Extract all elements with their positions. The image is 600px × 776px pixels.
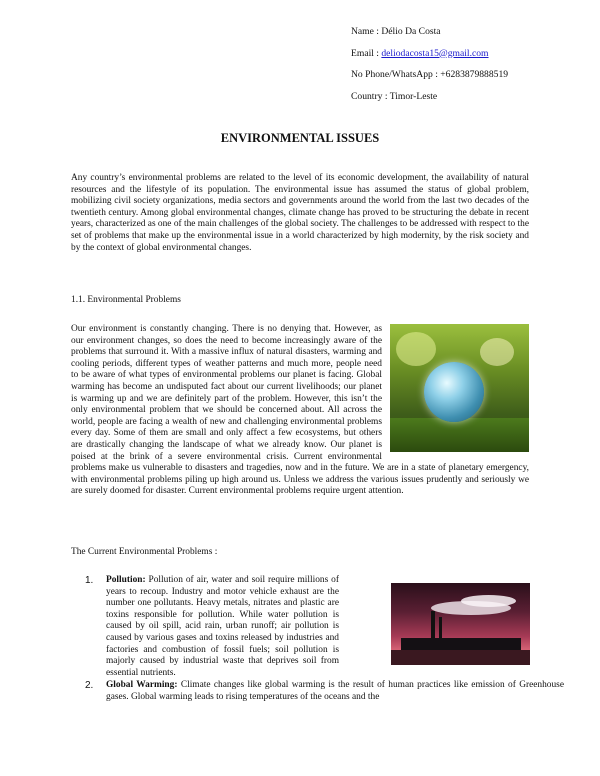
list-text: Pollution of air, water and soil require millions of years to recoup. Industry and motor vehicle exhaust are the number one pollutants. Heavy metals, nitrates and plastic are toxins responsible for pollution. While water pollution is caused by oil spill, acid rain, urban runoff; air pollution is caused by various gases and toxins released by industries and factories and combustion of fossil fuels; soil pollution is majorly caused by industrial waste that deprives soil from essential nutrients. xyxy=(106,575,339,678)
contact-block xyxy=(351,21,508,107)
glass-globe-moss-image xyxy=(390,324,529,452)
email-link[interactable]: deliodacosta15@gmail.com xyxy=(381,47,489,59)
current-problems-heading: The Current Environmental Problems : xyxy=(71,547,218,557)
contact-country: Country : Timor-Leste xyxy=(351,90,438,102)
contact-email-line xyxy=(351,43,508,65)
page-title: ENVIRONMENTAL ISSUES xyxy=(220,131,380,145)
factory-smoke-image xyxy=(391,583,530,665)
list-term: Global Warming: xyxy=(106,680,178,690)
intro-paragraph: Any country’s environmental problems are related to the level of its economic development, the availability of natural resources and the lifestyle of its population. The environmental issue has assumed the status of global problem, mobilizing civil society organizations, media sectors and governments around the world from the last two decades of the twentieth century. Among global environmental changes, climate change has proved to be structuring the debate in recent years, characterized as one of the main challenges of the global society. The challenges to be addressed with respect to the set of problems that make up the environmental issue in a world characterized by high modernity, by the risk society and by the context of global environmental changes. xyxy=(71,173,529,253)
contact-name: Name : Délio Da Costa xyxy=(351,26,441,37)
list-item xyxy=(71,680,564,703)
email-label: Email : xyxy=(351,47,382,59)
list-number: 2. xyxy=(85,680,94,691)
section-paragraph: Our environment is constantly changing. There is no denying that. However, as our environment changes, so does the need to become increasingly aware of the problems that surround it. With a massive influx of natural disasters, warming and cooling periods, different types of weather patterns and much more, people need to be aware of what types of environmental problems our planet is facing. Global warming has become an undisputed fact about our current livelihoods; our planet is warming up and we are definitely part of the problem. However, this isn’t the only environmental problem that we should be concerned about. All across the world, people are facing a wealth of new and challenging environmental problems every day. Some of them are small and only affect a few ecosystems, but others are drastically changing the landscape of what we already know. Our planet is poised at the brink of a severe environmental crisis. Current environmental problems make us vulnerable to disasters and tragedies, now and in the future. We are in a state of planetary emergency, with environmental problems piling up high around us. Unless we address the various issues prudently and seriously we are surely doomed for disaster. Current environmental problems require urgent attention. xyxy=(71,324,529,497)
contact-phone: No Phone/WhatsApp : +6283879888519 xyxy=(351,69,509,80)
list-number: 1. xyxy=(85,575,94,586)
section-heading: 1.1. Environmental Problems xyxy=(71,295,181,305)
list-term: Pollution: xyxy=(106,575,146,585)
section-body xyxy=(71,324,529,498)
list-text: Climate changes like global warming is the result of human practices like emission of Greenhouse gases. Global warming leads to rising temperatures of the oceans and the xyxy=(106,680,564,702)
